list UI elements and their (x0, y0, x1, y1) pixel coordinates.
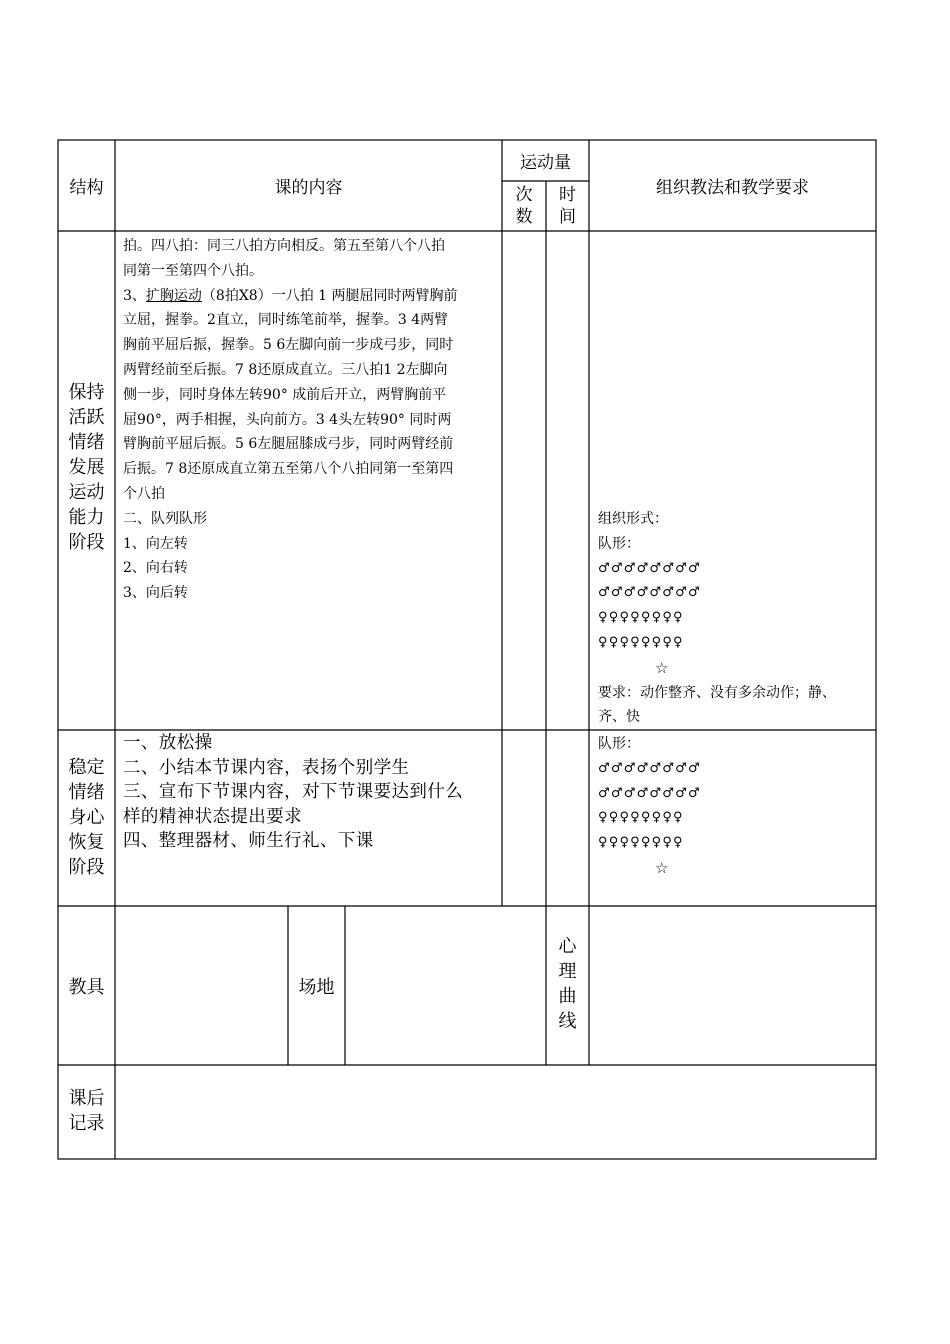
curve-value (589, 906, 876, 1065)
header-time-2: 间 (559, 207, 576, 227)
formation-row-male: ♂♂♂♂♂♂♂♂ (598, 560, 701, 576)
header-method-text: 组织教法和教学要求 (656, 178, 809, 198)
formation-label: 队形： (598, 535, 640, 552)
formation-row-female: ♀♀♀♀♀♀♀♀ (598, 810, 684, 826)
content-line: 个八拍 (123, 485, 165, 502)
header-time-1: 时 (559, 185, 576, 205)
content-line: 二、队列队形 (123, 510, 207, 527)
record-value (115, 1065, 876, 1159)
equipment-value (115, 906, 288, 1065)
header-count-1: 次 (515, 185, 533, 205)
header-structure-text: 结构 (69, 178, 104, 198)
content-line: 臂胸前平屈后振。5 6左腿屈膝成弓步，同时两臂经前 (123, 436, 454, 453)
header-content (115, 140, 502, 231)
section1-stage (58, 380, 115, 555)
stage-char: 稳定 (68, 757, 105, 778)
stage-char: 能力 (68, 507, 105, 528)
content-line: 二、小结本节课内容，表扬个别学生 (123, 757, 410, 778)
content-line: 拍。四八拍：同三八拍方向相反。第五至第八个八拍 (123, 238, 445, 254)
content-line: 侧一步，同时身体左转90° 成前后开立，两臂胸前平 (123, 386, 447, 403)
record-line: 课后 (68, 1088, 105, 1109)
exercise-prefix: 3、 (123, 287, 146, 304)
formation-row-male: ♂♂♂♂♂♂♂♂ (598, 760, 701, 776)
section1-method (598, 507, 874, 730)
curve-char: 心 (558, 936, 577, 957)
header-load-text: 运动量 (520, 153, 571, 173)
header-structure (58, 140, 115, 231)
content-line: 同第一至第四个八拍。 (123, 262, 263, 279)
curve-label (546, 934, 589, 1034)
stage-char: 保持 (68, 382, 105, 403)
record-label (58, 1086, 115, 1136)
formation-row-male: ♂♂♂♂♂♂♂♂ (598, 585, 701, 601)
formation-row-female: ♀♀♀♀♀♀♀♀ (598, 610, 684, 626)
header-content-text: 课的内容 (274, 178, 343, 198)
exercise-name: 扩胸运动 (145, 287, 202, 304)
header-count (502, 181, 546, 231)
header-time (546, 181, 589, 231)
content-line: 后振。7 8还原成直立第五至第八个八拍同第一至第四 (123, 461, 454, 478)
stage-char: 阶段 (68, 857, 105, 878)
venue-label-text: 场地 (298, 976, 335, 998)
teacher-star-icon: ☆ (655, 858, 669, 877)
stage-char: 阶段 (68, 532, 105, 553)
formation-label: 队形： (598, 736, 640, 752)
content-line: 三、宣布下节课内容，对下节课要达到什么 (123, 782, 464, 803)
record-line: 记录 (68, 1113, 105, 1134)
formation-row-female: ♀♀♀♀♀♀♀♀ (598, 634, 684, 650)
exercise-line (123, 284, 501, 309)
header-count-2: 数 (515, 207, 533, 227)
header-load (502, 140, 589, 181)
venue-value (345, 906, 546, 1065)
equipment-label-text: 教具 (68, 976, 105, 998)
stage-char: 运动 (68, 482, 105, 503)
content-line: 四、整理器材、师生行礼、下课 (123, 831, 374, 852)
exercise-line-rest: （8拍X8）一八拍 1 两腿屈同时两臂胸前 (201, 287, 458, 304)
content-line: 屈90°，两手相握，头向前方。3 4头左转90° 同时两 (123, 411, 452, 428)
stage-char: 情绪 (68, 432, 105, 453)
formation-row-male: ♂♂♂♂♂♂♂♂ (598, 785, 701, 801)
stage-char: 恢复 (68, 832, 105, 853)
curve-char: 曲 (558, 986, 577, 1007)
section1-content (123, 234, 501, 606)
content-line: 2、向右转 (123, 560, 188, 577)
stage-char: 情绪 (68, 782, 105, 803)
stage-char: 身心 (68, 807, 105, 828)
curve-char: 线 (558, 1011, 577, 1032)
content-line: 一、放松操 (123, 733, 213, 753)
content-line: 胸前平屈后振，握拳。5 6左脚向前一步成弓步，同时 (123, 337, 454, 354)
content-line: 样的精神状态提出要求 (123, 806, 302, 827)
content-line: 两臂经前至后振。7 8还原成直立。三八拍1 2左脚向 (123, 361, 448, 378)
content-line: 1、向左转 (123, 535, 188, 552)
section2-method (598, 732, 874, 881)
content-line: 立屈，握拳。2直立，同时练笔前举，握拳。3 4两臂 (123, 312, 449, 329)
org-label: 组织形式： (598, 511, 668, 527)
stage-char: 发展 (68, 457, 105, 478)
section2-stage (58, 755, 115, 880)
section2-content (123, 731, 501, 854)
content-line: 3、向后转 (123, 585, 188, 602)
formation-row-female: ♀♀♀♀♀♀♀♀ (598, 835, 684, 851)
curve-char: 理 (558, 961, 577, 982)
header-method (589, 140, 876, 231)
requirement-line: 要求：动作整齐、没有多余动作；静、 (598, 684, 836, 701)
requirement-line: 齐、快 (598, 709, 640, 726)
stage-char: 活跃 (68, 407, 105, 428)
venue-label (288, 906, 345, 1065)
equipment-label (58, 906, 115, 1065)
teacher-star-icon: ☆ (655, 658, 669, 677)
